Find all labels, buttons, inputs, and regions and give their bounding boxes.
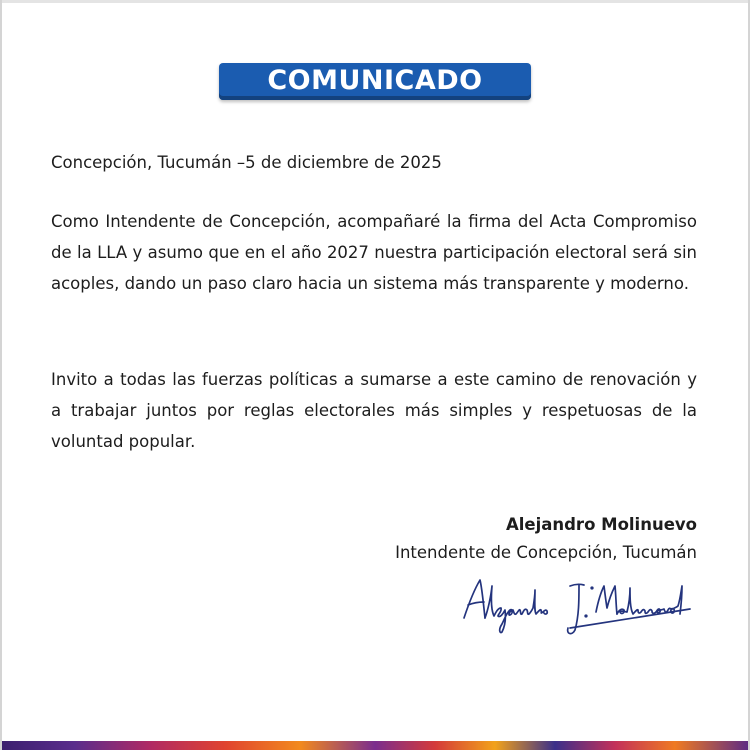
- signer-name: Alejandro Molinuevo: [505, 515, 697, 534]
- header: [0, 63, 750, 100]
- dateline: Concepción, Tucumán –5 de diciembre de 2025: [51, 153, 442, 172]
- signer-title: Intendente de Concepción, Tucumán: [395, 543, 697, 562]
- decorative-color-stripe: [0, 741, 750, 750]
- paragraph-1: Como Intendente de Concepción, acompañaré la firma del Acta Compromiso de la LLA y asumo que en el año 2027 nuestra participación electoral será sin acoples, dando un paso claro hacia un sistema más transparente y moderno.: [51, 212, 697, 293]
- banner-title: COMUNICADO: [267, 65, 483, 96]
- comunicado-banner: [219, 63, 531, 100]
- top-divider: [0, 0, 750, 3]
- handwritten-signature: [458, 572, 698, 642]
- paragraph-2: Invito a todas las fuerzas políticas a sumarse a este camino de renovación y a trabajar juntos por reglas electorales más simples y respetuosas de la voluntad popular.: [51, 370, 697, 451]
